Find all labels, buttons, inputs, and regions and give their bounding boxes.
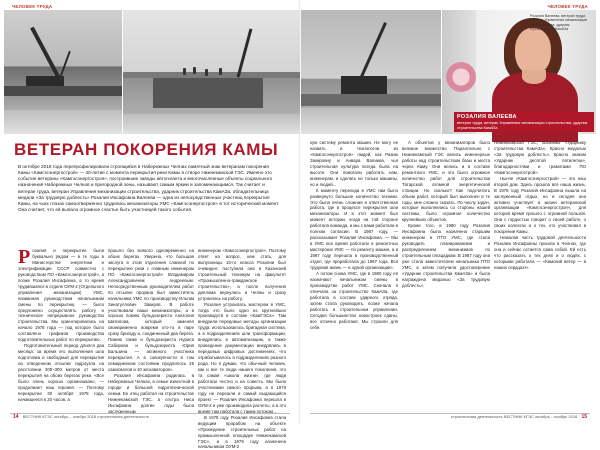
text-column-1	[18, 248, 104, 403]
text-column-2	[108, 248, 194, 415]
text-column-5	[402, 140, 490, 289]
paragraph: Нынче «Камгэсэнергострой» — это наш второй дом. Здесь прошла вся наша жизнь. В 1978 году Розалия Инсафовна вышла на заслуженный отдых, но и сегодня она активно участвует в жизни ветеранской организации «Камгэсэнергостроя», для которой время прошло с огромной пользой. Она с гордостью говорит о своей работе, о своих коллегах и о тех, кто участвовал в покорении Камы.	[494, 175, 586, 235]
paragraph: Кроме того, в 1980 году Розалия Инсафовна была назначена старшим инженером в ПТО УМС, где стала руководить планированием и распределением механизмов по строительным площадкам. В 1987 году она уже стала заместителем начальника ПТО УМС, а затем получила удостоверение «Ударник строительства КамАЗа» и была награждена медалью «За трудовую доблесть».	[402, 223, 490, 288]
paragraph-text: озалия и перекрытие были буквально рядом — в те годы в Министерстве энергетики и электрификации СССР совместно с руководством ПО «Камгэсэнергострой», а позже Розалия Инсафовна, в то время трудившаяся в отделе ОУМ-2 (Отдельного управления механизации) УМС, названная руководством начальником смены по перекрытию, — было предложено осуществлять работу и техническое непрерывное руководство строительства. Мы ориентировались на начало 1978 года — под которое было составлено графиков производства подготовительных работ по перекрытию.	[18, 248, 105, 343]
paragraph: Подготовительный период длился два месяца: за время его выполнения шла подготовка и свободный для перекрытия на отведенном отсыпке гидроузла на расстоянии 200–300 метров от места перекрытия на обоих берегах реки. «Все было очень хорошо организовано, — продолжает наш героиня. — Поэтому перекрытие 30 октября 1978 года, начавшееся в 20 часов, а	[18, 343, 104, 402]
section-right: строительная деятельность	[450, 414, 503, 419]
paragraph: К моменту перехода в УМС там было развернуто большое количество техники. Это была очень сложная и ответственная работа, где в процессе перекрытия шли механизаторы. И в этот момент был момент истории, когда на той стороне работала команда, и мы с вами работали в полном согласии. В 1987 году, — рассказывает Розалия Инсафовна. — Мы в УМС все время работали в ремонтных мастерских УМС — по ремонту машин, а в 1987 году перешла в производственный отдел, где проработала до 1997 года. Вся трудовая жизнь — в одной организации».	[310, 187, 398, 271]
paragraph: Нижнекамской ГЭС, Валиевы «Ударнику строительства КамАЗа», Красно медалью «За трудовую доблесть», Красно знаком «Ударник десятой пятилетки», благодарностями и грамотами ПО «Камгэсэнергострой».	[494, 140, 586, 175]
magazine-name-left: ВЕСТНИК КГЭС	[22, 414, 53, 419]
photo-note: Розалия Валеева, ветеран труда, ветеран Управления механизации строительства, ударник строительства КамАЗа	[530, 14, 588, 32]
paragraph: прошло без всякого одновременно на обоих берегах. Уверена, что большая заслуга в этом отделения славной по перекрытию реки с главным инженером ПО «Камгэсэнергострой» Владимиром Александровичем Андреевым. Непосредственным руководителем работ по отсыпке прорана был заместитель начальника УМС по производству Ильгам Зинатуллович Закиров. В работе участвовали наши механизаторы, а в хорошо помню бульдозериста Анатолия Шатилова, который заменял своевременно вовремя кто-то в паре сразу бригаду и, соединенный два берега. Помню также и бульдозериста Нуриса Сабирова и бульдозериста Юрия Бальзина — активного участника перекрытия. А в совокупности в том семидневном состоянии продлилось 25 самосвалов и 10 экскаваторов».	[108, 248, 194, 373]
paragraph: А потом снова УМС, где в 1980 году её назначают начальником смены в производстве работ УМС. Сначала я отвечала за строительство КамАЗа, где работала в составе ударного отряда, затем стала руководить, позже начала работать в строительном управлении. Сегодня большинство новостроек сданы, все отлично работают. Мы строили для себя.	[310, 270, 398, 330]
footer-left	[10, 414, 149, 420]
photo-crane-river	[4, 10, 122, 134]
page-number-right: 15	[581, 414, 587, 420]
caption-name: РОЗАЛИЯ ВАЛЕЕВА	[457, 114, 517, 120]
magazine-name-right: ВЕСТНИК КГЭС	[503, 414, 534, 419]
issue-date-left: октябрь – ноябрь 2018	[53, 414, 97, 419]
article-headline: ВЕТЕРАН ПОКОРЕНИЯ КАМЫ	[14, 140, 279, 159]
article-lead: В октябре 2018 года перепрофилировали строящийся в Набережных Челнах памятный знак ветеранам покорения Камы «Камгэсэнергострой» — 40-летие с момента перекрытия реки Камы в створе Нижнекамской ГЭС. Именно это событие ветераны «Камгэсэнергостроя», построившие заводы автогиганта и многочисленные объекты социального назначения Набережных Челнов и пригородной зоны, называют самым ярким и запоминающимся. Так считает и ветеран труда, ветеран Управления механизации строительства, ударник строительства КамАЗа, обладательница медали «За трудовую доблесть» Розалия Инсафовна Валеева — одна из непосредственных участниц перекрытия Камы, на чьих глазах самоотверженно трудились механизаторы УМС «Камгэсэнергостроя» в тот исторический момент. Она считает, что ей выпало огромное счастье быть участницей такого события.	[18, 164, 280, 213]
footer-right	[451, 414, 590, 420]
page-number-left: 14	[13, 414, 19, 420]
rubric-right: ЧЕЛОВЕК ТРУДА	[547, 4, 588, 9]
paragraph	[18, 248, 104, 343]
paragraph: инженером «Камгэсэнергостроя». Поэтому ответ на вопрос, кем стать, для выпускницы 10-го класса Розалии был очевиден: поступила она в Казанский строительный техникум на факультет «Промышленно-гражданское строительство», а после получения диплома вернулась в Челны и сразу устроилась на работу.	[198, 248, 286, 301]
section-left: строительная деятельность	[97, 414, 150, 419]
paragraph: Немалая часть трудовой деятельности Розалии Инсафовны прошла в Челнах, где она и сейчас остается сама собой. Ей есть что рассказать о тех днях и о людях, с которыми работала — «Камский ветер — в наших сердцах!».	[494, 235, 586, 271]
rubric-left: ЧЕЛОВЕК ТРУДА	[12, 4, 53, 9]
text-column-4	[310, 140, 398, 331]
footer-divider-left	[10, 413, 290, 414]
paragraph: А объектов у механизаторов было великое множество. Параллельно с Нижнекамской ГЭС велись инженерные работы над строительством базы и моста через Каму. Они велись и в составе ремонтного УМС, и это было огромное количество работ для строительства Татарской атомной энергетической станции. Но сколько? Как подсчитать объем работ, который был выполнен в те годы, мне сложно сказать. По числу задач, которые выполнялись со стороны нашей системы, было огромное количество крупнейших объектов.	[402, 140, 490, 223]
text-column-3	[198, 248, 286, 450]
paragraph: Розалия устроилась мастером в УМС, тогда это было одно из крупнейших производств в составе «КамГЭСа». Там внедрили передовые методы организации труда: использовалось бригадная система, а в подразделениях шли трансформации, внедрялись в автоматизацию, а также проведение документации внедрялись в передовых цифровых достижениях, что отрабатывалось в подразделениях разного рода. Но я думаю, что обычный человек, как и все те люди нашего поколения, это та самая «школа жизни», где люди работали честно и на совесть. Мы были участниками самого прорыва, а в 1978 году не перешли в самый выдающийся проект — Розалия Инсафовна перешла в ОУМ-2 и уже производила расчеты, а в это время там работала с таким потоком...	[198, 301, 286, 414]
paragraph: В 1978 году Розалия Инсафовна стала ведущим прорабом на объекте «Проведение строительных работ на промышленной площадке Нижнекамской ГЭС», и в 1979 году назначена начальником ОУМ-2	[198, 414, 286, 450]
footer-divider-right	[310, 413, 590, 414]
issue-date-right: октябрь – ноябрь 2018	[535, 414, 578, 419]
dropcap: Р	[18, 246, 31, 268]
caption-description: ветеран труда, ветеран Управления механизации строительства, ударник строительства КамАЗа	[457, 121, 588, 130]
photo-excavator	[301, 10, 441, 134]
paragraph: кую систему ремонта машин. Не могу не назвать и технологов из «Камгэсэнергостроя» людей, как Разию Закировну и Анвара Валиева, чья строительная культура всегда была на высоте. Они помогали работать нам, инженерам, и сделать не только машины, но и людей...	[310, 140, 398, 187]
text-column-6	[494, 140, 586, 271]
photo-caption	[454, 112, 594, 132]
photo-dam-construction	[123, 10, 300, 134]
paragraph: Розалия Инсафовна родилась в Набережных Челнах, в семье известной в городе и большой гидротехнической семьи. Ее отец работал на строительстве Нижнекамской ГЭС, а сестра Ниса Инсафовна долгие годы была заслуженным	[108, 373, 194, 414]
